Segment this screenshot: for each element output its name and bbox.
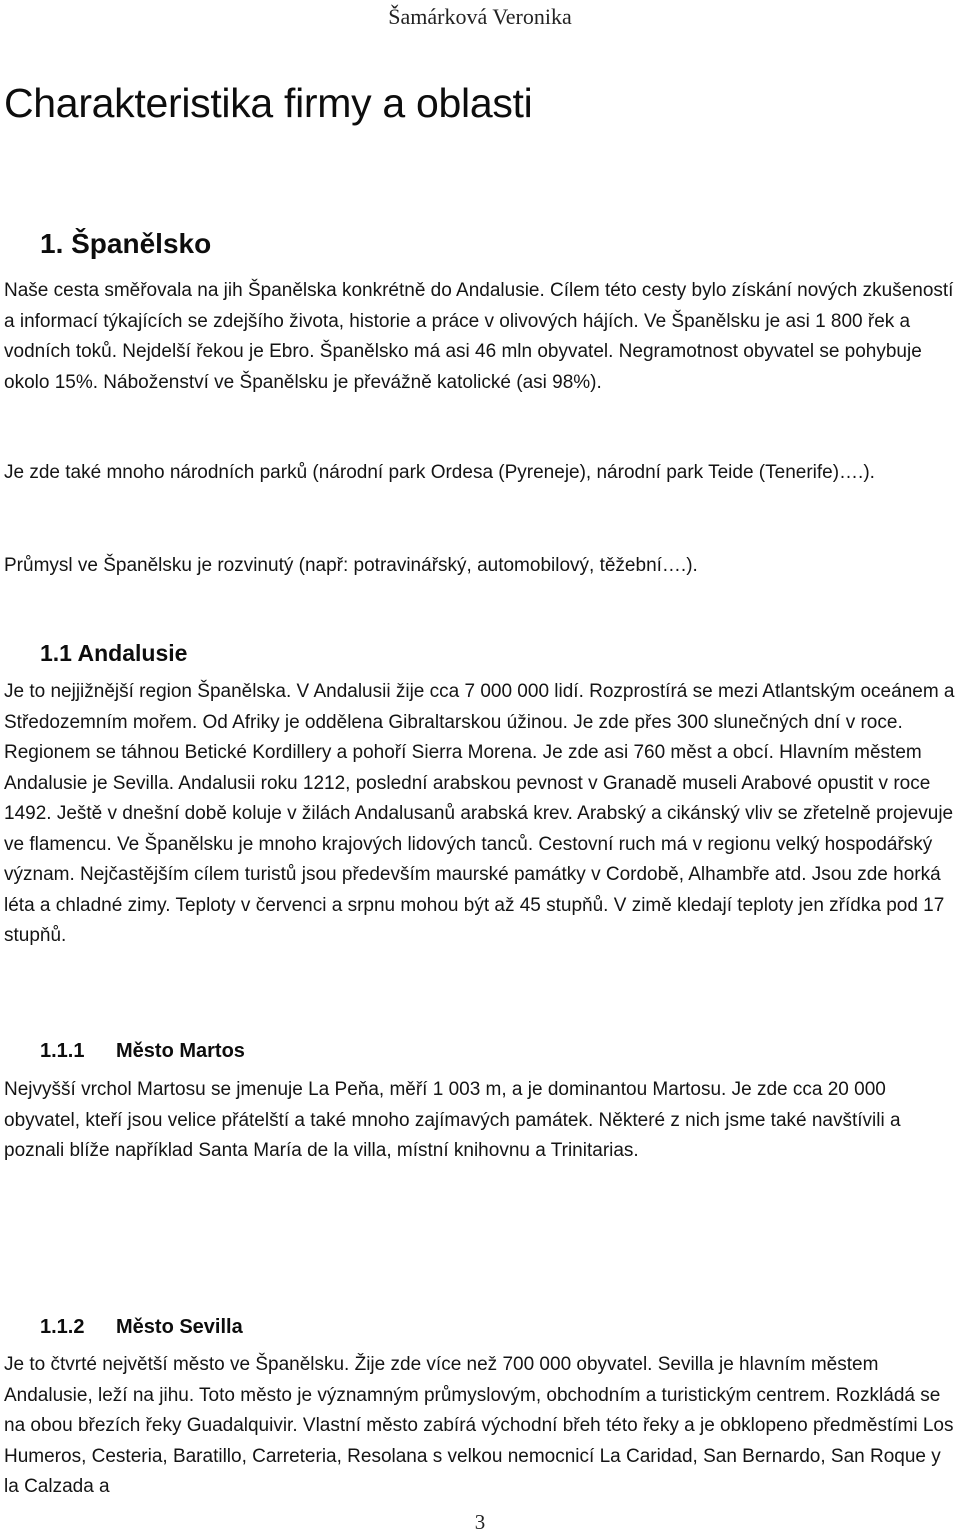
section-title: Město Sevilla [116, 1316, 243, 1338]
paragraph-prumysl: Průmysl ve Španělsku je rozvinutý (např: potravinářský, automobilový, těžební….). [4, 555, 698, 576]
paragraph-martos: Nejvyšší vrchol Martosu se jmenuje La Peňa, měří 1 003 m, a je dominantou Martosu. Je zde cca 20 000 obyvatel, kteří jsou velice přátelští a také mnoho zajímavých památek. Některé z nich jsme také navštívili a poznali blíže například Santa María de la villa, místní knihovnu a Trinitarias. [4, 1079, 901, 1161]
paragraph-narodni-parky: Je zde také mnoho národních parků (národní park Ordesa (Pyreneje), národní park Teide (Tenerife)….). [4, 462, 875, 483]
page-header-author: Šamárková Veronika [388, 4, 572, 29]
document-title: Charakteristika firmy a oblasti [4, 80, 533, 126]
section-number: 1.1.1 [40, 1040, 85, 1062]
paragraph-spanelsko-intro: Naše cesta směřovala na jih Španělska konkrétně do Andalusie. Cílem této cesty bylo získání nových zkušeností a informací týkajících se zdejšího života, historie a práce v olivových hájích. Ve Španělsku je asi 1 800 řek a vodních toků. Nejdelší řekou je Ebro. Španělsko má asi 46 mln obyvatel. Negramotnost obyvatel se pohybuje okolo 15%. Náboženství ve Španělsku je převážně katolické (asi 98%). [4, 280, 954, 393]
section-heading-spanelsko: 1. Španělsko [40, 228, 212, 259]
section-heading-andalusie: 1.1 Andalusie [40, 640, 188, 666]
section-heading-martos [40, 1040, 245, 1063]
paragraph-sevilla: Je to čtvrté největší město ve Španělsku. Žije zde více než 700 000 obyvatel. Sevilla je hlavním městem Andalusie, leží na jihu. Toto město je významným průmyslovým, obchodním a turistickým centrem. Rozkládá se na obou březích řeky Guadalquivir. Vlastní město zabírá východní břeh této řeky a je obklopeno předměstími Los Humeros, Cesteria, Baratillo, Carreteria, Resolana s velkou nemocnicí La Caridad, San Bernardo, San Roque y la Calzada a [4, 1354, 954, 1497]
paragraph-andalusie: Je to nejjižnější region Španělska. V Andalusii žije cca 7 000 000 lidí. Rozprostírá se mezi Atlantským oceánem a Středozemním mořem. Od Afriky je oddělena Gibraltarskou úžinou. Je zde přes 300 slunečných dní v roce. Regionem se táhnou Betické Kordillery a pohoří Sierra Morena. Je zde asi 760 měst a obcí. Hlavním městem Andalusie je Sevilla. Andalusii roku 1212, poslední arabskou pevnost v Granadě museli Arabové opustit v roce 1492. Ještě v dnešní době koluje v žilách Andalusanů arabská krev. Arabský a cikánský vliv se zřetelně projevuje ve flamencu. Ve Španělsku je mnoho krajových lidových tanců. Cestovní ruch má v regionu velký hospodářský význam. Nejčastějším cílem turistů jsou především maurské památky v Cordobě, Alhambře atd. Jsou zde horká léta a chladné zimy. Teploty v červenci a srpnu mohou být až 45 stupňů. V zimě kledají teploty jen zřídka pod 17 stupňů. [4, 681, 955, 946]
section-title: Město Martos [116, 1040, 245, 1062]
section-heading-sevilla [40, 1316, 243, 1339]
section-number: 1.1.2 [40, 1316, 85, 1338]
page-number: 3 [474, 1510, 486, 1534]
